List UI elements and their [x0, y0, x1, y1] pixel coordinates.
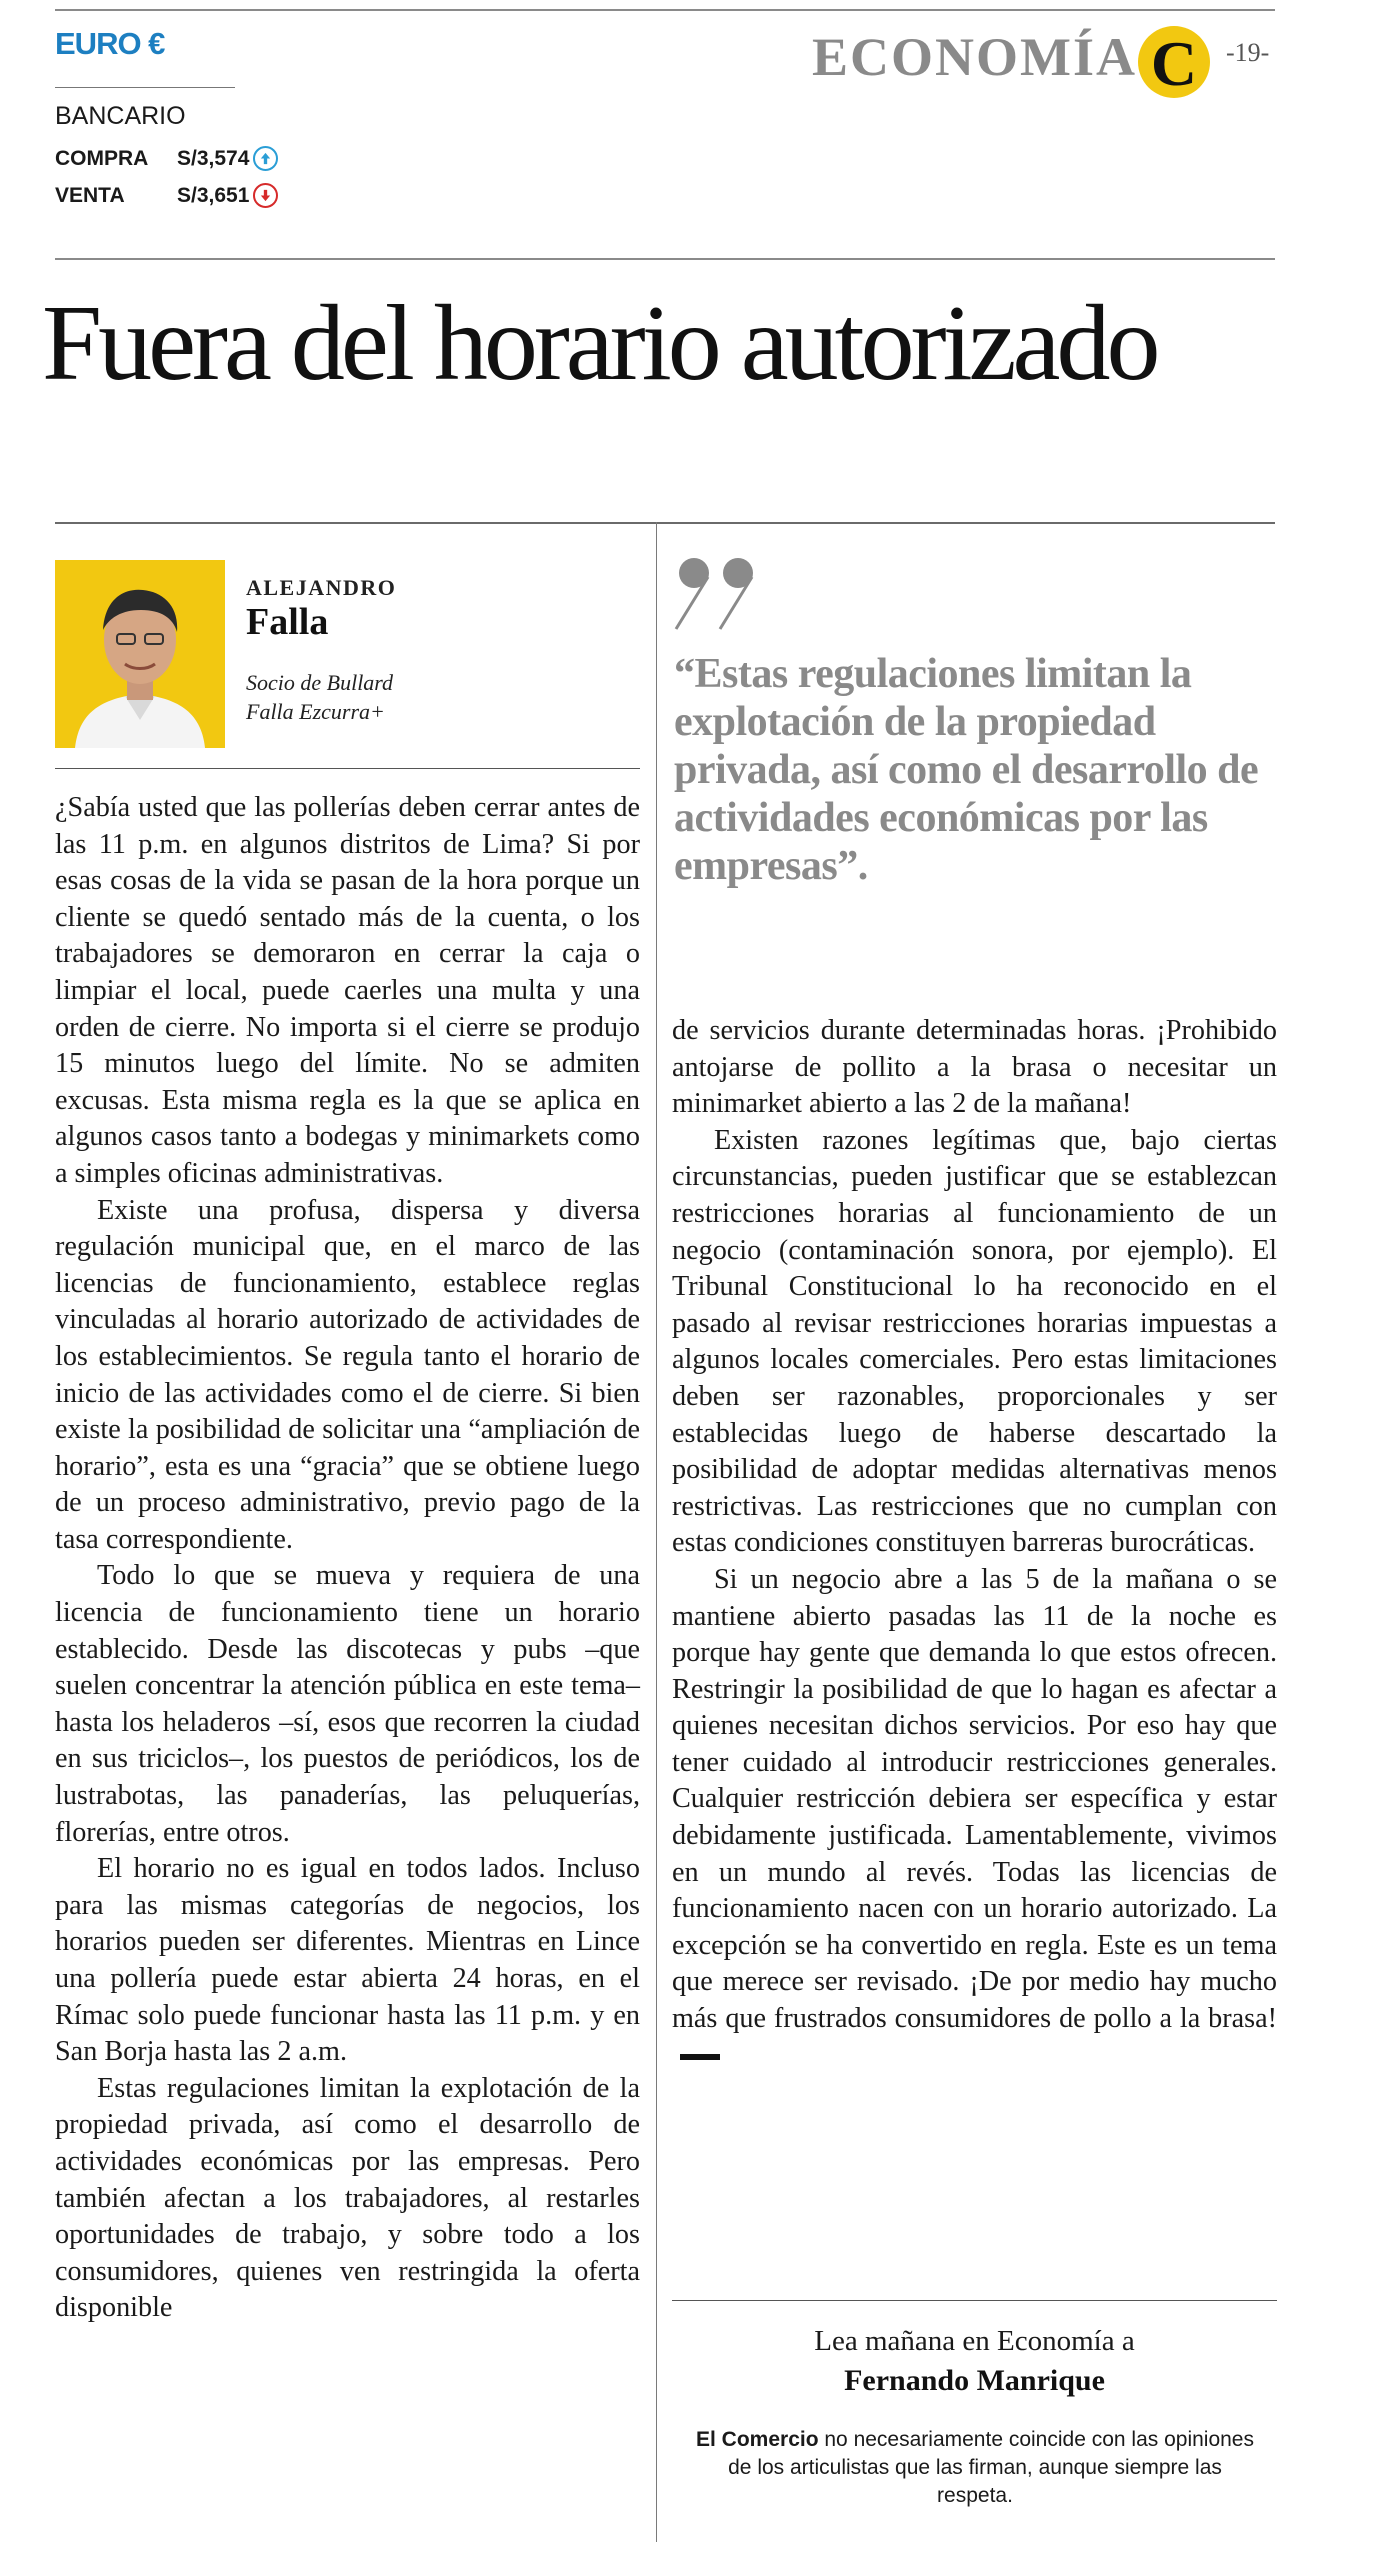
headline-rule — [55, 522, 1275, 524]
article-body-left — [55, 790, 640, 2327]
sell-rate-row — [55, 183, 278, 208]
paragraph: Estas regulaciones limitan la explotación de la propiedad privada, así como el desarrollo de actividades económicas por las empresas. Pero también afectan a los trabajadores, al restarles oportunidades de trabajo, y sobre todo a los consumidores, quienes ven restringida la oferta disponible — [55, 2072, 640, 2324]
end-mark — [680, 2054, 720, 2060]
top-rule — [55, 9, 1275, 11]
sell-value: S/3,651 — [177, 183, 250, 207]
disclaimer — [690, 2426, 1260, 2510]
paragraph: Existe una profusa, dispersa y diversa regulación municipal que, en el marco de las licencias de funcionamiento, establece reglas vinculadas al horario autorizado de actividades de los establecimientos. Se regula tanto el horario de inicio de las actividades como el de cierre. Si bien existe la posibilidad de solicitar una “ampliación de horario”, esta es una “gracia” que se obtiene luego de un proceso administrativo, previo pago de la tasa correspondiente. — [55, 1194, 640, 1555]
author-photo — [55, 560, 225, 748]
bank-label: BANCARIO — [55, 102, 186, 130]
arrow-up-icon — [253, 146, 278, 171]
paragraph-text: Si un negocio abre a las 5 de la mañana o se mantiene abierto pasadas las 11 de la noche es porque hay gente que demanda lo que estos ofrecen. Restringir la posibilidad de que lo hagan es afectar a quienes necesitan dichos servicios. Por eso hay que tener cuidado al introducir restricciones generales. Cualquier restricción debiera ser específica y estar debidamente justificada. Lamentablemente, vivimos en un mundo al revés. Todas las licencias de funcionamiento nacen con un horario autorizado. La excepción se ha convertido en regla. Este es un tema que merece ser revisado. ¡De por medio hay mucho más que frustrados consumidores de pollo a la brasa! — [672, 1563, 1277, 2035]
author-last-name: Falla — [246, 601, 329, 643]
next-columnist-name: Fernando Manrique — [844, 2364, 1105, 2397]
sell-label: VENTA — [55, 183, 125, 207]
author-role-line: Socio de Bullard — [246, 670, 394, 695]
paragraph: Todo lo que se mueva y requiera de una licencia de funcionamiento tiene un horario establecido. Desde las discotecas y pubs –que suelen concentrar la atención pública en este tema– hasta los heladeros –sí, esos que recorren la ciudad en sus triciclos–, los puestos de periódicos, los de lustrabotas, las panaderías, las peluquerías, florerías, entre otros. — [55, 1560, 640, 1848]
logo-letter: C — [1150, 28, 1198, 99]
arrow-down-icon — [253, 183, 278, 208]
page-number: -19- — [1226, 38, 1270, 67]
pull-quote: “Estas regulaciones limitan la explotación de la propiedad privada, así como el desarrollo de actividades económicas por las empresas”. — [674, 651, 1259, 889]
disclaimer-text: no necesariamente coincide con las opiniones de los articulistas que las firman, aunque siempre las respeta. — [728, 2428, 1254, 2507]
buy-label: COMPRA — [55, 146, 149, 170]
paragraph: Existen razones legítimas que, bajo ciertas circunstancias, pueden justificar que se establezcan restricciones horarias al funcionamiento de un negocio (contaminación sonora, por ejemplo). El Tribunal Constitucional lo ha reconocido en el pasado al revisar restricciones horarias impuestas a algunos locales comerciales. Pero estas limitaciones deben ser razonables, proporcionales y ser establecidas luego de haberse descartado la posibilidad de adoptar medidas alternativas menos restrictivas. Las restricciones que no cumplan con estas condiciones constituyen barreras burocráticas. — [672, 1124, 1277, 1559]
paragraph — [672, 1562, 1277, 2074]
quote-marks-icon — [672, 555, 772, 635]
currency-divider — [55, 87, 235, 88]
column-divider — [656, 522, 657, 2542]
author-first-name: ALEJANDRO — [246, 575, 397, 600]
footer-rule — [672, 2300, 1277, 2301]
el-comercio-logo — [1138, 26, 1210, 98]
section-name: ECONOMÍA — [812, 27, 1137, 87]
author-role — [246, 668, 393, 726]
disclaimer-brand: El Comercio — [696, 2428, 819, 2451]
paragraph: ¿Sabía usted que las pollerías deben cerrar antes de las 11 p.m. en algunos distritos de Lima? Si por esas cosas de la vida se pasan de la hora porque un cliente se quedó sentado más de la cuenta, o los trabajadores se demoraron en cerrar la caja o limpiar el local, puede caerles una multa y una orden de cierre. No importa si el cierre se produjo 15 minutos luego del límite. No se admiten excusas. Esta misma regla es la que se aplica en algunos casos tanto a bodegas y minimarkets como a simples oficinas administrativas. — [55, 792, 640, 1189]
paragraph: El horario no es igual en todos lados. Incluso para las mismas categorías de negocios, los horarios pueden ser diferentes. Mientras en Lince una pollería puede estar abierta 24 horas, en el Rímac solo puede funcionar hasta las 11 p.m. y en San Borja hasta las 2 a.m. — [55, 1853, 640, 2068]
header-rule — [55, 258, 1275, 260]
buy-rate-row — [55, 146, 278, 171]
buy-value: S/3,574 — [177, 146, 250, 170]
author-role-line: Falla Ezcurra+ — [246, 699, 385, 724]
author-rule — [55, 768, 640, 769]
article-body-right — [672, 1013, 1277, 2074]
article-headline: Fuera del horario autorizado — [42, 284, 1157, 403]
currency-title: EURO € — [55, 26, 165, 61]
next-columnist-intro: Lea mañana en Economía a — [814, 2325, 1135, 2357]
paragraph: de servicios durante determinadas horas. ¡Prohibido antojarse de pollito a la brasa o necesitar un minimarket abierto a las 2 de la mañana! — [672, 1015, 1277, 1120]
